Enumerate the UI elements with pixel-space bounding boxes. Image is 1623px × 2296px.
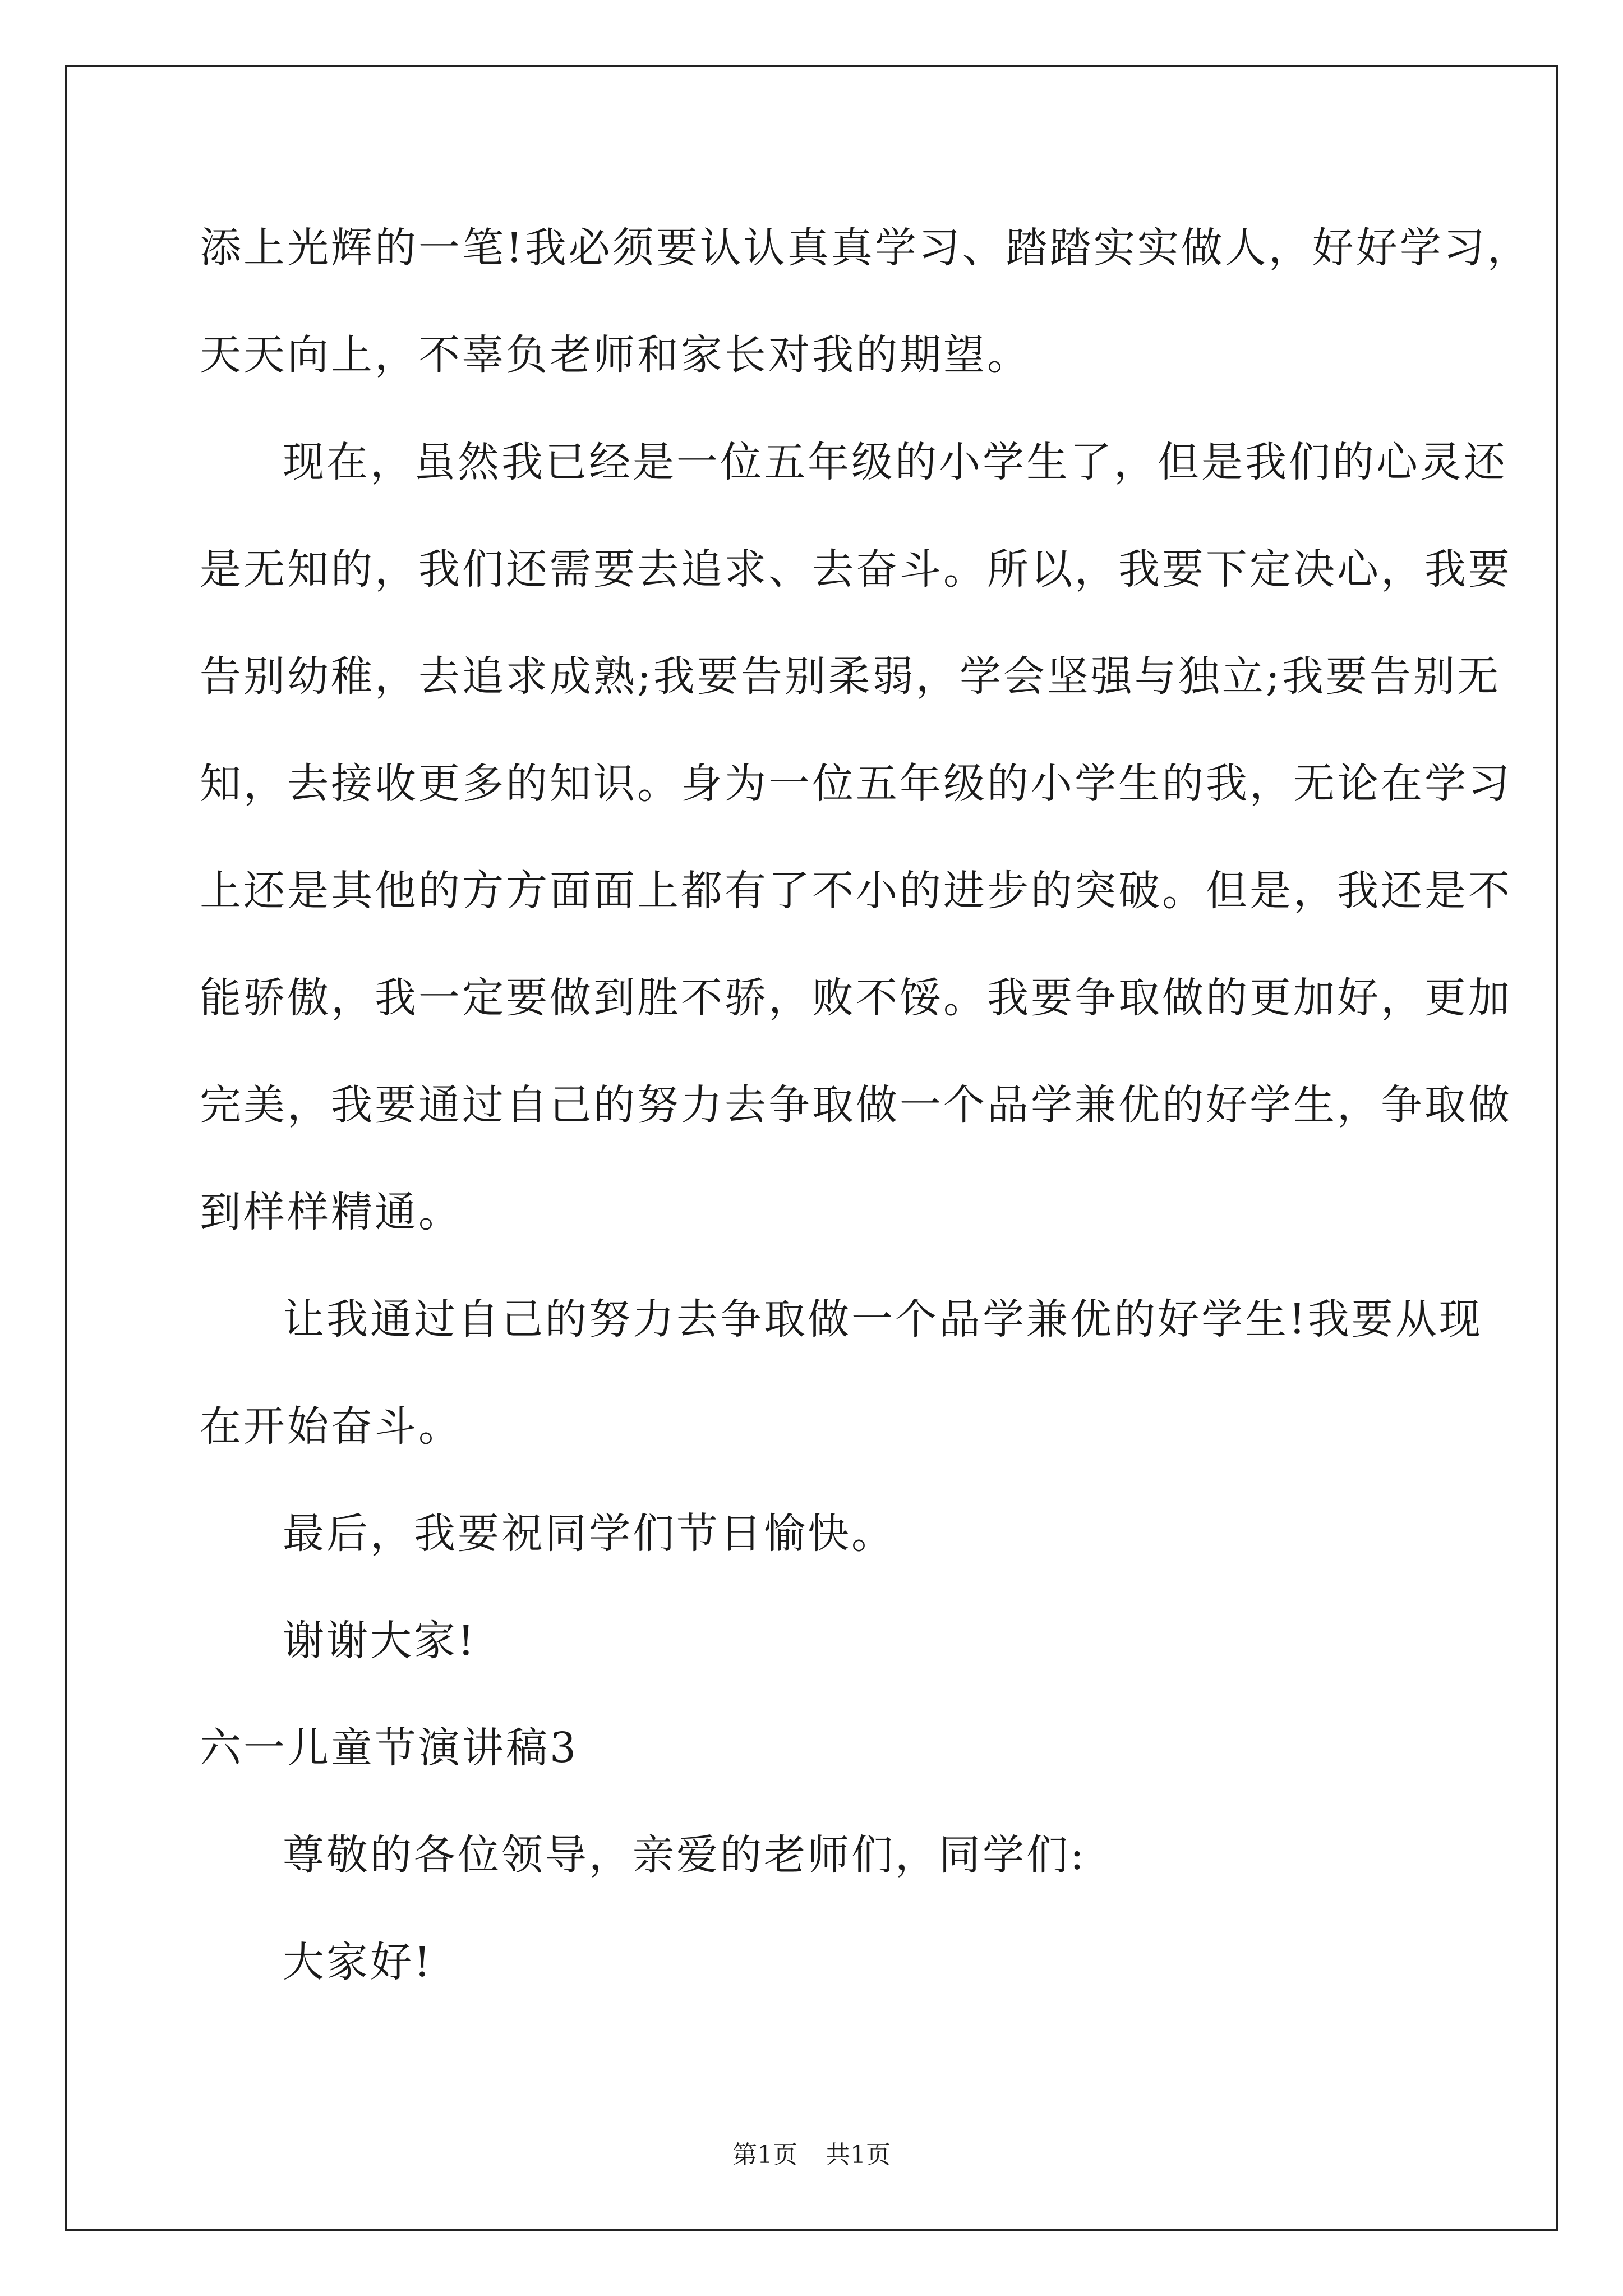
text-line: 能骄傲，我一定要做到胜不骄，败不馁。我要争取做的更加好，更加	[200, 974, 1512, 1022]
text-line: 在开始奋斗。	[200, 1402, 462, 1451]
text-line: 大家好!	[283, 1938, 433, 1986]
text-line: 天天向上，不辜负老师和家长对我的期望。	[200, 331, 1031, 379]
text-line: 最后，我要祝同学们节日愉快。	[283, 1510, 895, 1558]
text-line: 上还是其他的方方面面上都有了不小的进步的突破。但是，我还是不	[200, 867, 1512, 915]
text-line: 尊敬的各位领导，亲爱的老师们，同学们:	[283, 1831, 1086, 1879]
page-footer	[0, 2138, 1623, 2172]
page-border	[65, 65, 1558, 2231]
text-line: 现在，虽然我已经是一位五年级的小学生了，但是我们的心灵还	[283, 438, 1507, 486]
text-line: 是无知的，我们还需要去追求、去奋斗。所以，我要下定决心，我要	[200, 545, 1512, 593]
text-line: 到样样精通。	[200, 1188, 462, 1236]
section-heading: 六一儿童节演讲稿3	[200, 1724, 579, 1772]
text-line: 知，去接收更多的知识。身为一位五年级的小学生的我，无论在学习	[200, 760, 1512, 808]
text-line: 完美，我要通过自己的努力去争取做一个品学兼优的好学生，争取做	[200, 1081, 1512, 1129]
text-line: 添上光辉的一笔!我必须要认认真真学习、踏踏实实做人，好好学习，	[200, 224, 1531, 272]
text-line: 谢谢大家!	[283, 1617, 477, 1665]
page-number: 第1页	[732, 2141, 797, 2169]
text-line: 让我通过自己的努力去争取做一个品学兼优的好学生!我要从现	[283, 1295, 1483, 1343]
text-line: 告别幼稚，去追求成熟;我要告别柔弱，学会坚强与独立;我要告别无	[200, 652, 1501, 701]
page-total: 共1页	[826, 2141, 891, 2169]
